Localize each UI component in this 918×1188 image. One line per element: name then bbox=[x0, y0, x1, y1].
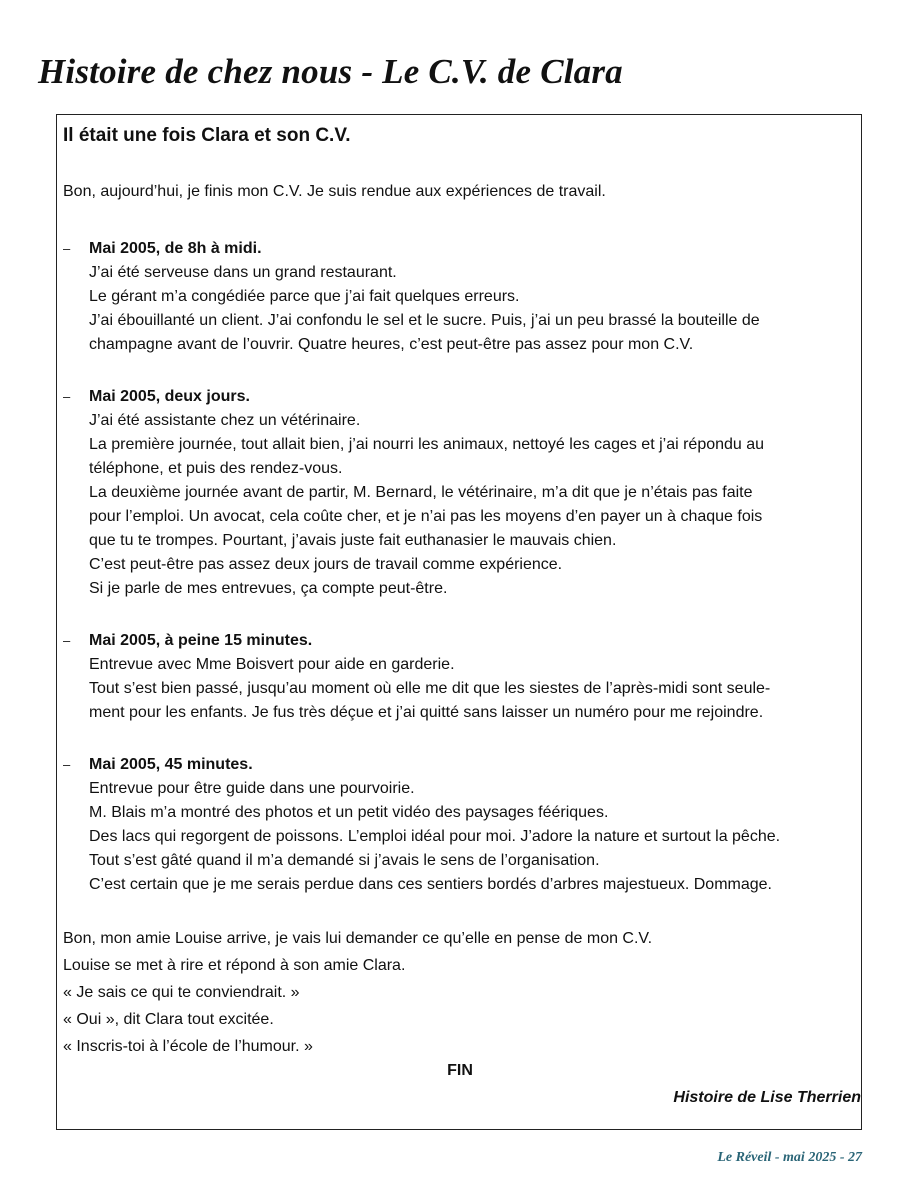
entry-line: La première journée, tout allait bien, j’ai nourri les animaux, nettoyé les cages et j’ai répondu au bbox=[89, 436, 765, 453]
entry-heading: Mai 2005, deux jours. bbox=[89, 388, 250, 405]
entry-line: C’est certain que je me serais perdue dans ces sentiers bordés d’arbres majestueux. Dommage. bbox=[89, 876, 772, 893]
entry-line: Tout s’est bien passé, jusqu’au moment où elle me dit que les siestes de l’après-midi sont seule- bbox=[89, 680, 771, 697]
entry-line: C’est peut-être pas assez deux jours de travail comme expérience. bbox=[89, 556, 563, 573]
closing-line: Louise se met à rire et répond à son amie Clara. bbox=[63, 957, 406, 974]
entry-line: Tout s’est gâté quand il m’a demandé si j’avais le sens de l’organisation. bbox=[89, 852, 600, 869]
entry-line: Le gérant m’a congédiée parce que j’ai fait quelques erreurs. bbox=[89, 288, 520, 305]
intro-paragraph: Bon, aujourd’hui, je finis mon C.V. Je suis rendue aux expériences de travail. bbox=[63, 183, 606, 200]
entry-line: J’ai été assistante chez un vétérinaire. bbox=[89, 412, 361, 429]
page-title: Histoire de chez nous - Le C.V. de Clara bbox=[38, 52, 623, 91]
entry-line: ment pour les enfants. Je fus très déçue et j’ai quitté sans laisser un numéro pour me rejoindre. bbox=[89, 704, 764, 721]
story-heading: Il était une fois Clara et son C.V. bbox=[63, 125, 351, 146]
entry-line: J’ai été serveuse dans un grand restaurant. bbox=[89, 264, 397, 281]
closing-paragraph bbox=[63, 925, 652, 1060]
story-box bbox=[56, 114, 862, 1130]
entry-line: Si je parle de mes entrevues, ça compte peut-être. bbox=[89, 580, 448, 597]
entry-line: M. Blais m’a montré des photos et un petit vidéo des paysages féériques. bbox=[89, 804, 609, 821]
entry-line: Des lacs qui regorgent de poissons. L’emploi idéal pour moi. J’adore la nature et surtout la pêche. bbox=[89, 828, 781, 845]
entry-line: La deuxième journée avant de partir, M. Bernard, le vétérinaire, m’a dit que je n’étais pas faite bbox=[89, 484, 753, 501]
closing-line: « Oui », dit Clara tout excitée. bbox=[63, 1011, 274, 1028]
entry-heading: Mai 2005, de 8h à midi. bbox=[89, 240, 262, 257]
list-dash: – bbox=[63, 633, 71, 648]
closing-line: « Inscris-toi à l’école de l’humour. » bbox=[63, 1038, 313, 1055]
fin-label: FIN bbox=[447, 1062, 473, 1079]
entry-line: que tu te trompes. Pourtant, j’avais juste fait euthanasier le mauvais chien. bbox=[89, 532, 617, 549]
closing-line: Bon, mon amie Louise arrive, je vais lui demander ce qu’elle en pense de mon C.V. bbox=[63, 930, 653, 947]
author-byline: Histoire de Lise Therrien bbox=[673, 1089, 861, 1106]
entry-line: pour l’emploi. Un avocat, cela coûte cher, et je n’ai pas les moyens d’en payer un à chaque fois bbox=[89, 508, 763, 525]
entry-line: téléphone, et puis des rendez-vous. bbox=[89, 460, 343, 477]
closing-line: « Je sais ce qui te conviendrait. » bbox=[63, 984, 300, 1001]
entry-heading: Mai 2005, à peine 15 minutes. bbox=[89, 632, 313, 649]
entry-line: Entrevue avec Mme Boisvert pour aide en garderie. bbox=[89, 656, 455, 673]
entry-line: Entrevue pour être guide dans une pourvoirie. bbox=[89, 780, 415, 797]
page-footer: Le Réveil - mai 2025 - 27 bbox=[717, 1150, 862, 1165]
list-dash: – bbox=[63, 241, 71, 256]
entry-line: champagne avant de l’ouvrir. Quatre heures, c’est peut-être pas assez pour mon C.V. bbox=[89, 336, 694, 353]
entry-heading: Mai 2005, 45 minutes. bbox=[89, 756, 253, 773]
list-dash: – bbox=[63, 389, 71, 404]
list-dash: – bbox=[63, 757, 71, 772]
entry-line: J’ai ébouillanté un client. J’ai confondu le sel et le sucre. Puis, j’ai un peu brassé la bouteille de bbox=[89, 312, 760, 329]
